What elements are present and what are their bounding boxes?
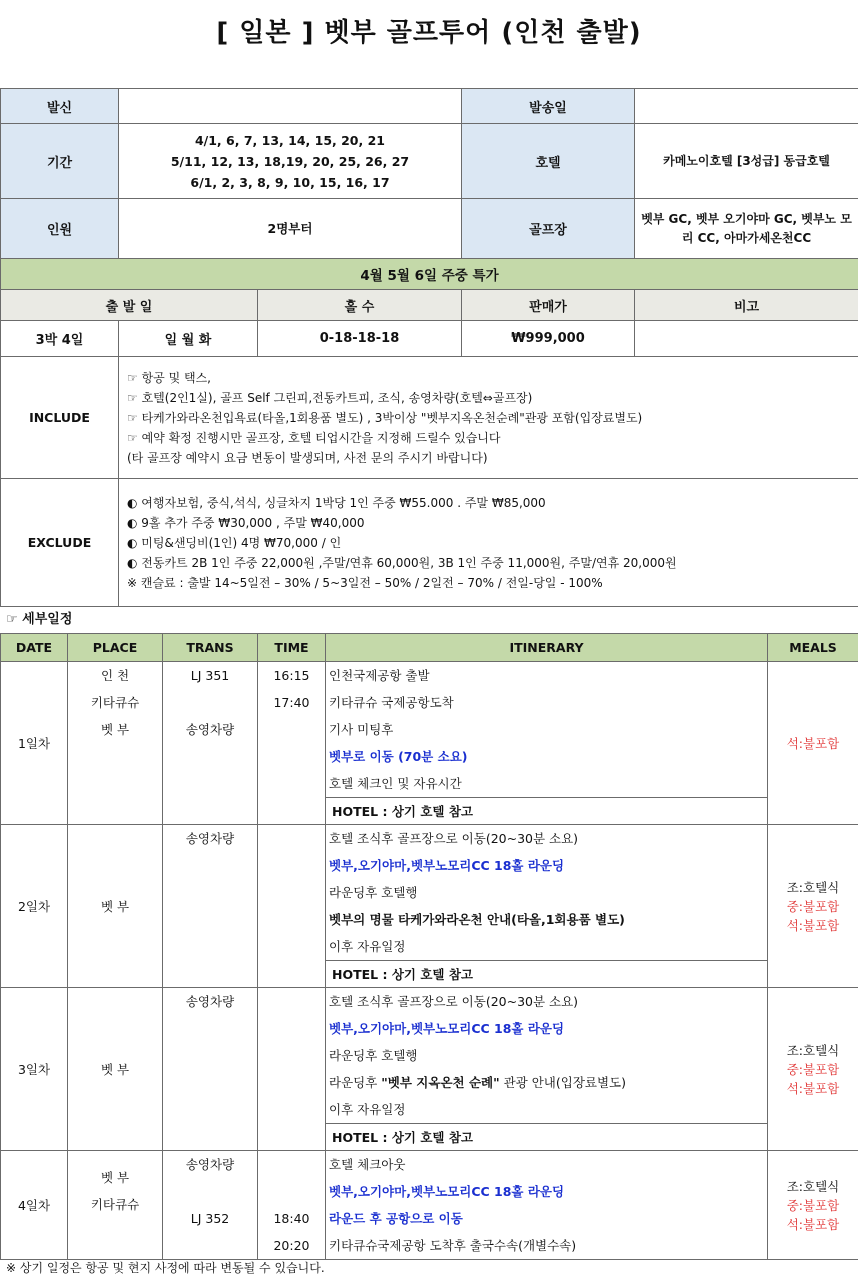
promo-banner: 4월 5월 6일 주중 특가 <box>1 259 858 290</box>
hotel-note: HOTEL : 상기 호텔 참고 <box>326 797 767 824</box>
day-trans <box>163 1151 258 1260</box>
footnote: ※ 상기 일정은 항공 및 현지 사정에 따라 변동될 수 있습니다. <box>6 1261 325 1275</box>
include-item: ☞ 항공 및 택스, <box>127 370 211 385</box>
day-itinerary <box>326 662 768 825</box>
meal-item: 중:불포함 <box>786 1061 840 1077</box>
include-item: ☞ 타케가와라온천입욕료(타올,1회용품 별도) , 3박이상 "벳부지옥온천순례"관광 포함(입장료별도) <box>127 410 643 425</box>
info-table <box>0 88 858 607</box>
exclude-list <box>119 479 858 607</box>
day-label: 3일차 <box>1 988 68 1151</box>
itinerary-line: 벳부로 이동 (70분 소요) <box>329 749 468 764</box>
day-itinerary <box>326 825 768 988</box>
meal-item: 조:호텔식 <box>786 879 840 895</box>
itinerary-line: 벳부,오기야마,벳부노모리CC 18홀 라운딩 <box>329 1184 565 1199</box>
hotel-value: 카메노이호텔 [3성급] 동급호텔 <box>635 124 858 199</box>
itinerary-line: 호텔 조식후 골프장으로 이동(20~30분 소요) <box>329 831 579 846</box>
price-days: 일 월 화 <box>119 321 258 357</box>
price-header-price: 판매가 <box>462 290 635 321</box>
price-header-holes: 홀 수 <box>258 290 462 321</box>
itinerary-line: 라운드 후 공항으로 이동 <box>329 1211 463 1226</box>
itinerary-line: 이후 자유일정 <box>329 939 406 954</box>
page-title: [ 일본 ] 벳부 골프투어 (인천 출발) <box>216 18 642 48</box>
place-item: 키타큐슈 <box>90 1197 140 1212</box>
itinerary-table <box>0 633 858 1260</box>
table-row <box>1 1151 858 1260</box>
send-date-label: 발송일 <box>462 89 635 124</box>
meal-item: 조:호텔식 <box>786 1042 840 1058</box>
itin-header-place: PLACE <box>68 634 163 662</box>
trans-item: LJ 352 <box>190 1211 230 1226</box>
include-list <box>119 357 858 479</box>
day-time <box>258 825 326 988</box>
trans-item: 송영차량 <box>185 994 235 1009</box>
price-holes: 0-18-18-18 <box>258 321 462 357</box>
period-value <box>119 124 462 199</box>
itinerary-line: 호텔 체크아웃 <box>329 1157 406 1172</box>
price-header-note: 비고 <box>635 290 858 321</box>
trans-item: 송영차량 <box>185 722 235 737</box>
hotel-note: HOTEL : 상기 호텔 참고 <box>326 960 767 987</box>
day-meals <box>768 825 858 988</box>
include-label: INCLUDE <box>1 357 119 479</box>
exclude-item: ※ 캔슬료 : 출발 14~5일전 – 30% / 5~3일전 – 50% / 2일전 – 70% / 전일-당일 - 100% <box>127 575 603 590</box>
place-item: 벳 부 <box>100 1170 130 1185</box>
day-trans <box>163 825 258 988</box>
trans-item: LJ 351 <box>190 668 230 683</box>
day-place: 벳 부 <box>68 825 163 988</box>
day-label: 4일차 <box>1 1151 68 1260</box>
day-trans <box>163 662 258 825</box>
meal-item: 조:호텔식 <box>786 1178 840 1194</box>
itinerary-line: 호텔 체크인 및 자유시간 <box>329 776 462 791</box>
itin-header-trans: TRANS <box>163 634 258 662</box>
day-meals <box>768 662 858 825</box>
place-item: 인 천 <box>100 668 130 683</box>
day-itinerary <box>326 1151 768 1260</box>
day-place <box>68 662 163 825</box>
trans-item: 송영차량 <box>185 831 235 846</box>
day-itinerary <box>326 988 768 1151</box>
table-row <box>1 662 858 825</box>
day-trans <box>163 988 258 1151</box>
itinerary-line: 이후 자유일정 <box>329 1102 406 1117</box>
price-nights: 3박 4일 <box>1 321 119 357</box>
exclude-label: EXCLUDE <box>1 479 119 607</box>
meal-item: 중:불포함 <box>786 898 840 914</box>
day-time <box>258 662 326 825</box>
itinerary-text: 관광 안내(입장료별도) <box>499 1075 627 1090</box>
period-line: 6/1, 2, 3, 8, 9, 10, 15, 16, 17 <box>190 174 390 190</box>
golf-label: 골프장 <box>462 199 635 259</box>
itin-header-meals: MEALS <box>768 634 858 662</box>
time-item: 18:40 <box>273 1211 310 1226</box>
meal-item: 석:불포함 <box>786 917 840 933</box>
itinerary-line: 키타큐슈국제공항 도착후 출국수속(개별수속) <box>329 1238 577 1253</box>
price-amount: ₩999,000 <box>462 321 635 357</box>
day-label: 2일차 <box>1 825 68 988</box>
sender-label: 발신 <box>1 89 119 124</box>
send-date-value <box>635 89 858 124</box>
meal-item: 석:불포함 <box>786 1080 840 1096</box>
golf-value: 벳부 GC, 벳부 오기야마 GC, 벳부노 모리 CC, 아마가세온천CC <box>635 199 858 259</box>
place-item: 키타큐슈 <box>90 695 140 710</box>
itinerary-highlight: "벳부 지옥온천 순례" <box>381 1075 500 1090</box>
itinerary-text: 라운딩후 <box>329 1075 382 1090</box>
period-line: 5/11, 12, 13, 18,19, 20, 25, 26, 27 <box>170 153 410 169</box>
day-time <box>258 1151 326 1260</box>
trans-item: 송영차량 <box>185 1157 235 1172</box>
day-time <box>258 988 326 1151</box>
meal-item: 중:불포함 <box>786 1197 840 1213</box>
itinerary-line <box>326 1069 767 1096</box>
sender-value <box>119 89 462 124</box>
itinerary-line: 벳부,오기야마,벳부노모리CC 18홀 라운딩 <box>329 1021 565 1036</box>
day-meals <box>768 1151 858 1260</box>
people-value: 2명부터 <box>119 199 462 259</box>
itin-header-time: TIME <box>258 634 326 662</box>
meal-item: 석:불포함 <box>786 735 840 751</box>
itinerary-line: 벳부의 명물 타케가와라온천 안내(타올,1회용품 별도) <box>329 912 625 927</box>
itinerary-line: 기사 미팅후 <box>329 722 394 737</box>
itinerary-line: 키타큐슈 국제공항도착 <box>329 695 454 710</box>
hotel-label: 호텔 <box>462 124 635 199</box>
include-item: ☞ 예약 확정 진행시만 골프장, 호텔 티업시간을 지정해 드릴수 있습니다 <box>127 430 501 445</box>
day-place: 벳 부 <box>68 988 163 1151</box>
day-label: 1일차 <box>1 662 68 825</box>
exclude-item: ◐ 여행자보험, 중식,석식, 싱글차지 1박당 1인 주중 ₩55.000 . 주말 ₩85,000 <box>127 495 546 510</box>
price-header-departure: 출 발 일 <box>1 290 258 321</box>
itinerary-line: 호텔 조식후 골프장으로 이동(20~30분 소요) <box>329 994 579 1009</box>
itin-header-itinerary: ITINERARY <box>326 634 768 662</box>
itinerary-line: 라운딩후 호텔행 <box>329 1048 418 1063</box>
day-place <box>68 1151 163 1260</box>
itinerary-line: 벳부,오기야마,벳부노모리CC 18홀 라운딩 <box>329 858 565 873</box>
period-label: 기간 <box>1 124 119 199</box>
itin-header-date: DATE <box>1 634 68 662</box>
hotel-note: HOTEL : 상기 호텔 참고 <box>326 1123 767 1150</box>
time-item: 17:40 <box>273 695 310 710</box>
schedule-title: ☞ 세부일정 <box>6 612 73 627</box>
people-label: 인원 <box>1 199 119 259</box>
itinerary-line: 라운딩후 호텔행 <box>329 885 418 900</box>
table-row <box>1 988 858 1151</box>
exclude-item: ◐ 미팅&샌딩비(1인) 4명 ₩70,000 / 인 <box>127 535 342 550</box>
exclude-item: ◐ 9홀 추가 주중 ₩30,000 , 주말 ₩40,000 <box>127 515 365 530</box>
time-item: 20:20 <box>273 1238 310 1253</box>
place-item: 벳 부 <box>100 722 130 737</box>
time-item: 16:15 <box>273 668 310 683</box>
table-row <box>1 825 858 988</box>
include-item: (타 골프장 예약시 요금 변동이 발생되며, 사전 문의 주시기 바랍니다) <box>127 450 488 465</box>
period-line: 4/1, 6, 7, 13, 14, 15, 20, 21 <box>194 132 386 148</box>
meal-item: 석:불포함 <box>786 1216 840 1232</box>
itinerary-line: 인천국제공항 출발 <box>329 668 430 683</box>
price-note <box>635 321 858 357</box>
day-meals <box>768 988 858 1151</box>
include-item: ☞ 호텔(2인1실), 골프 Self 그린피,전동카트피, 조식, 송영차량(호텔⇔골프장) <box>127 390 533 405</box>
exclude-item: ◐ 전동카트 2B 1인 주중 22,000원 ,주말/연휴 60,000원, 3B 1인 주중 11,000원, 주말/연휴 20,000원 <box>127 555 677 570</box>
